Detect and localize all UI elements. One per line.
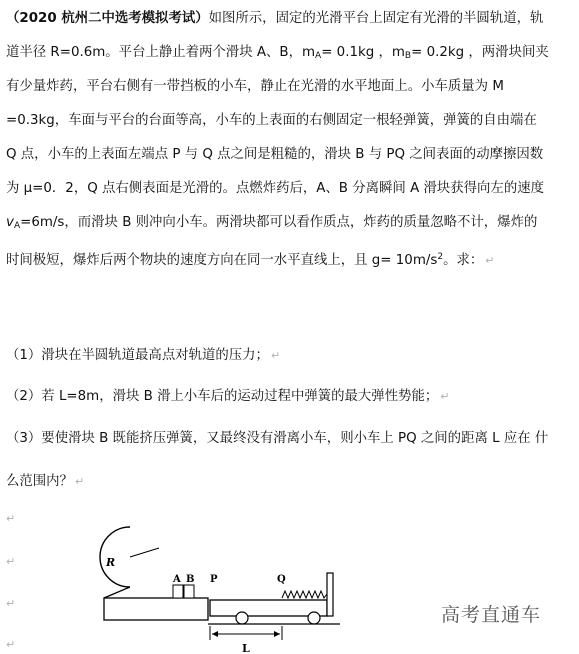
problem-line-1: （2020 杭州二中选考模拟考试）如图所示，固定的光滑平台上固定有光滑的半圆轨道，轨 [6, 11, 544, 26]
track-base [104, 587, 130, 598]
spring [282, 591, 327, 598]
return-mark: ↵ [440, 390, 450, 403]
problem-line-4: =0.3kg，车面与平台的台面等高，小车的上表面的右侧固定一根轻弹簧，弹簧的自由端在 [6, 113, 537, 128]
return-mark: ↵ [6, 597, 16, 610]
return-mark: ↵ [74, 475, 85, 488]
question-3-continued: 么范围内？ ↵ [6, 474, 85, 489]
cart-end-plate [327, 573, 333, 616]
return-mark: ↵ [485, 254, 495, 267]
return-mark: ↵ [6, 638, 16, 651]
return-mark: ↵ [270, 349, 281, 362]
return-mark: ↵ [6, 512, 16, 525]
problem-line-3: 有少量炸药，平台右侧有一带挡板的小车，静止在光滑的水平地面上。小车质量为 M [6, 79, 504, 94]
question-3: （3）要使滑块 B 既能挤压弹簧，又最终没有滑离小车，则小车上 PQ 之间的距离 L 应在 什 [6, 431, 549, 446]
block-B [184, 585, 194, 598]
return-mark: ↵ [6, 555, 16, 568]
question-1: （1）滑块在半圆轨道最高点对轨道的压力； ↵ [6, 348, 281, 363]
radius-line [130, 548, 159, 557]
problem-line-8: 时间极短，爆炸后两个物块的速度方向在同一水平直线上，且 $g= 10m/s^2$。求： ↵ [6, 252, 495, 268]
problem-line-5: Q 点，小车的上表面左端点 P 与 Q 点之间是粗糙的，滑块 B 与 PQ 之间表面的动摩擦因数 [6, 147, 544, 162]
problem-source: （2020 杭州二中选考模拟考试） [6, 11, 209, 26]
dim-arrow-right [274, 631, 280, 637]
problem-line-7: $v_A=6m/s$，而滑块 B 则冲向小车。两滑块都可以看作质点，炸药的质量忽略不计，爆炸的 [6, 215, 538, 231]
label-R: R [106, 556, 116, 569]
watermark: 高考直通车 [441, 604, 542, 626]
wheel-right [308, 612, 320, 624]
block-A [173, 585, 183, 598]
question-2: （2）若 L=8m，滑块 B 滑上小车后的运动过程中弹簧的最大弹性势能； ↵ [6, 389, 450, 404]
problem-line-6: 为 μ=0．2，Q 点右侧表面是光滑的。点燃炸药后，A、B 分离瞬间 A 滑块获得向左的速度 [6, 181, 544, 196]
label-A: A [173, 574, 181, 585]
label-B: B [186, 574, 195, 585]
problem-line-2: 道半径 R=0.6m。平台上静止着两个滑块 A、B，$m_A= 0.1kg$ ，$m_B= 0.2kg$ ，两滑块间夹 [6, 45, 549, 61]
wheel-left [236, 612, 248, 624]
dim-arrow-left [212, 631, 218, 637]
platform [104, 598, 208, 620]
label-P: P [210, 574, 218, 585]
label-L: L [242, 642, 250, 654]
label-Q: Q [277, 574, 286, 585]
